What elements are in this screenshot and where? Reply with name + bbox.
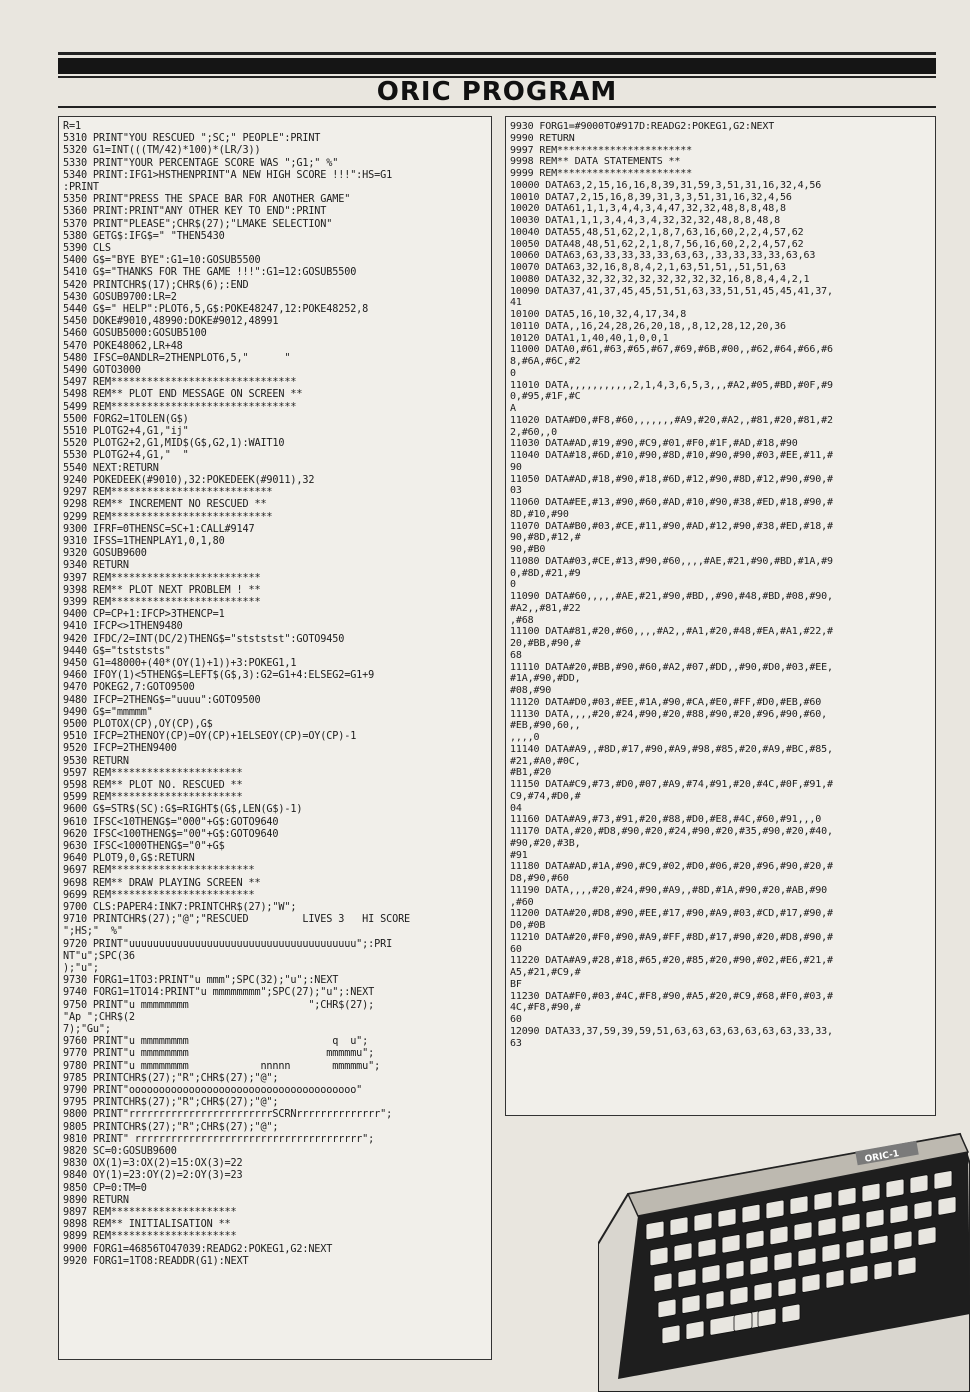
keyboard-key [686, 1321, 704, 1340]
code-line: 10120 DATA1,1,40,40,1,0,0,1 [510, 332, 669, 344]
code-line: 9697 REM************************ [63, 865, 255, 877]
code-line: 9620 IFSC<100THENG$="00"+G$:GOTO9640 [63, 828, 279, 840]
code-line: 11140 DATA#A9,,#8D,#17,#90,#A9,#98,#85,#20,#A9,#BC,#85, [510, 743, 833, 755]
code-line: 12090 DATA33,37,59,39,59,51,63,63,63,63,63,63,63,33,33, [510, 1025, 833, 1037]
code-line: 11150 DATA#C9,#73,#D0,#07,#A9,#74,#91,#20,#4C,#0F,#91,# [510, 779, 833, 790]
code-line: 10110 DATA,,16,24,28,26,20,18,,8,12,28,12,20,36 [510, 320, 786, 332]
code-line: 9520 IFCP=2THEN9400 [63, 743, 177, 755]
keyboard-key [650, 1247, 668, 1266]
code-line: 5330 PRINT"YOUR PERCENTAGE SCORE WAS ";G1;" %" [63, 157, 339, 169]
code-line: 9740 FORG1=1TO14:PRINT"u mmmmmmmm";SPC(27);"u";:NEXT [63, 987, 375, 999]
code-line: 5410 G$="THANKS FOR THE GAME !!!":G1=12:GOSUB5500 [63, 267, 357, 279]
code-line: 10010 DATA7,2,15,16,8,39,31,3,3,51,31,16,32,4,56 [510, 191, 792, 203]
keyboard-key [702, 1264, 720, 1283]
code-line: 9890 RETURN [63, 1194, 129, 1206]
code-line: 5360 PRINT:PRINT"ANY OTHER KEY TO END":PRINT [63, 206, 327, 218]
code-line: 11100 DATA#81,#20,#60,,,,#A2,,#A1,#20,#48,#EA,#A1,#22,# [510, 626, 833, 638]
code-line: 9420 IFDC/2=INT(DC/2)THENG$="stststst":GOTO9450 [63, 633, 345, 645]
code-line: 5450 DOKE#9010,48990:DOKE#9012,48991 [63, 316, 279, 328]
code-line: 9400 CP=CP+1:IFCP>3THENCP=1 [63, 609, 225, 621]
code-line: 11220 DATA#A9,#28,#18,#65,#20,#85,#20,#90,#02,#E6,#21,# [510, 955, 833, 967]
code-line: 9298 REM** INCREMENT NO RESCUED ** [63, 499, 267, 511]
code-line: #90,#20,#3B, [510, 837, 581, 849]
code-line: 11180 DATA#AD,#1A,#90,#C9,#02,#D0,#06,#20,#96,#90,#20,# [510, 861, 833, 873]
code-line: 9399 REM************************* [63, 596, 261, 608]
keyboard-key [846, 1239, 864, 1258]
keyboard-key [750, 1256, 768, 1275]
code-line: 9297 REM*************************** [63, 487, 273, 499]
keyboard-key [938, 1196, 956, 1215]
keyboard-key [838, 1187, 856, 1206]
code-line: 9720 PRINT"uuuuuuuuuuuuuuuuuuuuuuuuuuuuuuuuuuuuuu";:PRI [63, 938, 393, 950]
keyboard-key [866, 1209, 884, 1228]
code-line: 9897 REM********************* [63, 1207, 237, 1219]
code-line: 90,#8D,#12,# [510, 532, 581, 544]
code-line: 0 [510, 579, 516, 591]
code-line: #1A,#90,#DD, [510, 673, 581, 685]
code-line: 9530 RETURN [63, 755, 129, 767]
code-line: ";HS;" %" [63, 926, 123, 938]
code-line: A5,#21,#C9,# [510, 967, 581, 978]
code-line: 9785 PRINTCHR$(27);"R";CHR$(27);"@"; [63, 1072, 279, 1084]
code-line: 11000 DATA0,#61,#63,#65,#67,#69,#6B,#00,,#62,#64,#66,#6 [510, 344, 833, 356]
code-line: 10030 DATA1,1,1,3,4,4,3,4,32,32,32,48,8,8,48,8 [510, 215, 781, 226]
code-line: 9900 FORG1=46856TO47039:READG2:POKEG1,G2:NEXT [63, 1243, 333, 1255]
keyboard-key [914, 1201, 932, 1220]
code-line: 5370 PRINT"PLEASE";CHR$(27);"LMAKE SELECTION" [63, 218, 333, 230]
code-line: 8,#6A,#6C,#2 [510, 356, 581, 367]
code-line: 9470 POKEG2,7:GOTO9500 [63, 682, 195, 694]
code-line: NT"u";SPC(36 [63, 950, 135, 962]
code-line: 8D,#10,#90 [510, 508, 569, 520]
code-line: #21,#A0,#0C, [510, 755, 581, 767]
code-line: 5480 IFSC=0ANDLR=2THENPLOT6,5," " [63, 352, 291, 364]
keyboard-key [870, 1235, 888, 1254]
code-line: 9460 IFOY(1)<5THENG$=LEFT$(G$,3):G2=G1+4:ELSEG2=G1+9 [63, 670, 375, 682]
code-line: 9920 FORG1=1TO8:READDR(G1):NEXT [63, 1255, 249, 1267]
keyboard-key [782, 1304, 800, 1323]
code-line: BF [510, 978, 522, 990]
keyboard-key [874, 1261, 892, 1280]
code-line: 9898 REM** INITIALISATION ** [63, 1219, 231, 1231]
keyboard-key [898, 1257, 916, 1276]
code-line: 9490 G$="mmmmm" [63, 706, 153, 718]
code-line: 41 [510, 297, 522, 309]
code-line: 5460 GOSUB5000:GOSUB5100 [63, 328, 207, 340]
code-line: 9780 PRINT"u mmmmmmmm nnnnn mmmmmu"; [63, 1060, 381, 1072]
code-line: 9398 REM** PLOT NEXT PROBLEM ! ** [63, 584, 261, 596]
code-line: 5420 PRINTCHR$(17);CHR$(6);:END [63, 279, 249, 291]
keyboard-key [682, 1295, 700, 1314]
code-line: 5499 REM******************************* [63, 401, 297, 413]
code-line: 11210 DATA#20,#F0,#90,#A9,#FF,#8D,#17,#90,#20,#D8,#90,# [510, 931, 833, 943]
code-line: 9610 IFSC<10THENG$="000"+G$:GOTO9640 [63, 816, 279, 828]
code-line: 9598 REM** PLOT NO. RESCUED ** [63, 779, 243, 791]
code-line: 11010 DATA,,,,,,,,,,,2,1,4,3,6,5,3,,,#A2,#05,#BD,#0F,#9 [510, 379, 833, 391]
code-line: 10070 DATA63,32,16,8,8,4,2,1,63,51,51,,51,51,63 [510, 262, 786, 273]
code-line: 5400 G$="BYE BYE":G1=10:GOSUB5500 [63, 255, 261, 267]
code-line: 4C,#F8,#90,# [510, 1002, 581, 1014]
keyboard-key [698, 1238, 716, 1257]
code-line: 60 [510, 1014, 522, 1025]
oric-computer-illustration [598, 1124, 970, 1392]
keyboard-key [890, 1205, 908, 1224]
keyboard-key [798, 1248, 816, 1267]
code-line: 11070 DATA#B0,#03,#CE,#11,#90,#AD,#12,#90,#38,#ED,#18,# [510, 520, 833, 532]
code-line: 9450 G1=48000+(40*(OY(1)+1))+3:POKEG1,1 [63, 657, 297, 669]
code-line: #91 [510, 849, 528, 861]
code-line: 5500 FORG2=1TOLEN(G$) [63, 413, 189, 425]
code-line: 0,#95,#1F,#C [510, 391, 581, 403]
code-line: A [510, 403, 516, 414]
keyboard-key [730, 1286, 748, 1305]
code-line: 9410 IFCP<>1THEN9480 [63, 621, 183, 633]
keyboard-key [646, 1221, 664, 1240]
code-line: 5540 NEXT:RETURN [63, 462, 159, 474]
code-line: 9930 FORG1=#9000TO#917D:READG2:POKEG1,G2:NEXT [510, 121, 775, 132]
keyboard-key [818, 1217, 836, 1236]
code-line: 68 [510, 649, 522, 661]
code-line: 5340 PRINT:IFG1>HSTHENPRINT"A NEW HIGH SCORE !!!":HS=G1 [63, 169, 393, 181]
code-line: 9899 REM********************* [63, 1231, 237, 1243]
code-line: 10000 DATA63,2,15,16,16,8,39,31,59,3,51,31,16,32,4,56 [510, 179, 822, 191]
code-line: 10040 DATA55,48,51,62,2,1,8,7,63,16,60,2,2,4,57,62 [510, 226, 804, 238]
code-line: 5380 GETG$:IFG$=" "THEN5430 [63, 230, 225, 242]
keyboard-key [670, 1217, 688, 1236]
keyboard-key [822, 1243, 840, 1262]
code-line: 11080 DATA#03,#CE,#13,#90,#60,,,,#AE,#21,#90,#BD,#1A,#9 [510, 555, 833, 567]
code-line: 9997 REM*********************** [510, 144, 692, 156]
code-line: #EB,#90,60,, [510, 720, 581, 732]
keyboard-key [778, 1278, 796, 1297]
code-line: 9599 REM********************** [63, 792, 243, 804]
code-line: ,#60 [510, 896, 534, 908]
keyboard-key [850, 1265, 868, 1284]
code-line: 11050 DATA#AD,#18,#90,#18,#6D,#12,#90,#8D,#12,#90,#90,# [510, 473, 833, 485]
code-line: 9999 REM*********************** [510, 168, 692, 179]
code-line: 10100 DATA5,16,10,32,4,17,34,8 [510, 309, 687, 320]
code-line: 90,#B0 [510, 544, 546, 555]
code-line: 11130 DATA,,,,#20,#24,#90,#20,#88,#90,#20,#96,#90,#60, [510, 708, 828, 720]
code-line: 20,#BB,#90,# [510, 638, 581, 649]
keyboard-key [910, 1175, 928, 1194]
keyboard-key [658, 1299, 676, 1318]
keyboard-key [678, 1269, 696, 1288]
code-line: 10080 DATA32,32,32,32,32,32,32,32,32,16,8,8,4,4,2,1 [510, 273, 810, 285]
code-line: 11060 DATA#EE,#13,#90,#60,#AD,#10,#90,#38,#ED,#18,#90,# [510, 497, 833, 508]
code-line: 5440 G$=" HELP":PLOT6,5,G$:POKE48247,12:POKE48252,8 [63, 304, 369, 316]
code-line: 9320 GOSUB9600 [63, 548, 147, 560]
keyboard-key [794, 1222, 812, 1241]
code-line: 5350 PRINT"PRESS THE SPACE BAR FOR ANOTHER GAME" [63, 194, 351, 206]
code-line: 9510 IFCP=2THENOY(CP)=OY(CP)+1ELSEOY(CP)=OY(CP)-1 [63, 731, 357, 743]
code-line: 03 [510, 485, 522, 497]
keyboard-key [718, 1208, 736, 1227]
code-line: 9770 PRINT"u mmmmmmmm mmmmmu"; [63, 1048, 375, 1060]
keyboard-key [862, 1183, 880, 1202]
code-line: 9597 REM********************** [63, 767, 243, 779]
code-line: 11170 DATA,#20,#D8,#90,#20,#24,#90,#20,#35,#90,#20,#40, [510, 826, 833, 837]
code-line: 60 [510, 943, 522, 955]
code-line: 10050 DATA48,48,51,62,2,1,8,7,56,16,60,2,2,4,57,62 [510, 238, 804, 250]
keyboard-key [894, 1231, 912, 1250]
code-line: 9600 G$=STR$(SC):G$=RIGHT$(G$,LEN(G$)-1) [63, 804, 303, 816]
code-line: 90 [510, 461, 522, 473]
code-line: 5530 PLOTG2+4,G1," " [63, 450, 189, 462]
code-line: 2,#60,,0 [510, 426, 557, 438]
code-line: 11040 DATA#18,#6D,#10,#90,#8D,#10,#90,#90,#03,#EE,#11,# [510, 450, 833, 461]
keyboard-key [654, 1273, 672, 1292]
code-line: 5520 PLOTG2+2,G1,MID$(G$,G2,1):WAIT10 [63, 438, 285, 450]
code-line: 11120 DATA#D0,#03,#EE,#1A,#90,#CA,#E0,#FF,#D0,#EB,#60 [510, 696, 822, 708]
keyboard-key [802, 1274, 820, 1293]
keyboard-key [734, 1312, 752, 1331]
code-line: 9830 OX(1)=3:OX(2)=15:OX(3)=22 [63, 1158, 243, 1170]
keyboard-key [742, 1204, 760, 1223]
keyboard-key [694, 1212, 712, 1231]
keyboard-key [754, 1282, 772, 1301]
code-line: 9500 PLOTOX(CP),OY(CP),G$ [63, 718, 213, 730]
code-line: 9700 CLS:PAPER4:INK7:PRINTCHR$(27);"W"; [63, 902, 297, 913]
code-line: 11110 DATA#20,#BB,#90,#60,#A2,#07,#DD,,#90,#D0,#03,#EE, [510, 661, 833, 673]
code-line: 11230 DATA#F0,#03,#4C,#F8,#90,#A5,#20,#C9,#68,#F0,#03,# [510, 990, 833, 1002]
code-line: 9440 G$="tstststs" [63, 645, 171, 657]
code-line: 9795 PRINTCHR$(27);"R";CHR$(27);"@"; [63, 1097, 279, 1109]
keyboard-key [826, 1269, 844, 1288]
code-line: 10060 DATA63,63,33,33,33,33,63,63,,33,33,33,33,63,63 [510, 250, 816, 262]
code-line: 9850 CP=0:TM=0 [63, 1182, 147, 1194]
code-line: D0,#0B [510, 920, 546, 931]
keyboard-key [790, 1196, 808, 1215]
code-line: 11200 DATA#20,#D8,#90,#EE,#17,#90,#A9,#03,#CD,#17,#90,# [510, 908, 833, 920]
code-line: 11090 DATA#60,,,,,#AE,#21,#90,#BD,,#90,#48,#BD,#08,#90, [510, 591, 833, 602]
header-black-bar [58, 58, 936, 74]
keyboard-key [758, 1308, 776, 1327]
code-line: 9800 PRINT"rrrrrrrrrrrrrrrrrrrrrrrrSCRNrrrrrrrrrrrrrr"; [63, 1109, 393, 1121]
code-line: #B1,#20 [510, 767, 552, 779]
code-line: 9640 PLOT9,0,G$:RETURN [63, 853, 195, 865]
code-line: 5390 CLS [63, 243, 111, 255]
code-line: 9820 SC=0:GOSUB9600 [63, 1146, 177, 1158]
code-line: #08,#90 [510, 685, 552, 696]
code-line: 63 [510, 1037, 522, 1049]
code-line: 11030 DATA#AD,#19,#90,#C9,#01,#F0,#1F,#AD,#18,#90 [510, 438, 798, 450]
code-line: 9240 POKEDEEK(#9010),32:POKEDEEK(#9011),32 [63, 474, 315, 486]
code-line: 9998 REM** DATA STATEMENTS ** [510, 156, 681, 168]
keyboard-key [886, 1179, 904, 1198]
code-line: 5490 GOTO3000 [63, 365, 141, 377]
code-line: );"u"; [63, 963, 99, 975]
code-line: 9810 PRINT" rrrrrrrrrrrrrrrrrrrrrrrrrrrrrrrrrrrrrr"; [63, 1133, 375, 1145]
code-line: 9310 IFSS=1THENPLAY1,0,1,80 [63, 535, 225, 547]
keyboard-key [674, 1243, 692, 1262]
header-title-box [58, 76, 936, 108]
code-line: 5310 PRINT"YOU RESCUED ";SC;" PEOPLE":PRINT [63, 133, 321, 145]
code-line: 9750 PRINT"u mmmmmmmm ";CHR$(27); [63, 999, 375, 1011]
page-title: ORIC PROGRAM [376, 77, 618, 107]
code-line: 9480 IFCP=2THENG$="uuuu":GOTO9500 [63, 694, 261, 706]
code-line: 10020 DATA61,1,1,3,4,4,3,4,47,32,32,48,8,8,48,8 [510, 203, 786, 215]
code-line: 0 [510, 367, 516, 379]
code-line: :PRINT [63, 182, 99, 194]
code-line: 11020 DATA#D0,#F8,#60,,,,,,,#A9,#20,#A2,,#81,#20,#81,#2 [510, 414, 833, 426]
code-line: 9299 REM*************************** [63, 511, 273, 523]
code-line: C9,#74,#D0,# [510, 790, 581, 802]
keyboard-key [706, 1290, 724, 1309]
keyboard-key [814, 1191, 832, 1210]
left-listing-column [58, 116, 492, 1360]
code-line: 9990 RETURN [510, 132, 575, 144]
keyboard-key [842, 1213, 860, 1232]
oric-badge-text: ORIC-1 [864, 1148, 900, 1165]
code-line: 9840 OY(1)=23:OY(2)=2:OY(3)=23 [63, 1170, 243, 1182]
code-line: 5497 REM******************************* [63, 377, 297, 389]
keyboard-key [722, 1234, 740, 1253]
right-listing-column [505, 116, 936, 1116]
keyboard-key [918, 1227, 936, 1246]
code-line: 5430 GOSUB9700:LR=2 [63, 291, 177, 303]
code-line: "Ap ";CHR$(2 [63, 1011, 135, 1023]
top-rule [58, 52, 936, 55]
code-line: 9300 IFRF=0THENSC=SC+1:CALL#9147 [63, 523, 255, 535]
keyboard-key [770, 1226, 788, 1245]
code-line: D8,#90,#60 [510, 873, 569, 884]
code-line: 5470 POKE48062,LR+48 [63, 340, 183, 352]
code-line: 9790 PRINT"oooooooooooooooooooooooooooooooooooooo" [63, 1085, 363, 1097]
code-line: 0,#8D,#21,#9 [510, 567, 581, 579]
code-line: ,,,,0 [510, 732, 540, 743]
code-line: 9630 IFSC<1000THENG$="0"+G$ [63, 840, 225, 852]
code-line: 04 [510, 802, 522, 814]
code-line: 5510 PLOTG2+4,G1,"ij" [63, 426, 189, 438]
keyboard-key [934, 1170, 952, 1189]
code-line: 9698 REM** DRAW PLAYING SCREEN ** [63, 877, 261, 889]
code-line: 11160 DATA#A9,#73,#91,#20,#88,#D0,#E8,#4C,#60,#91,,,0 [510, 814, 822, 826]
code-line: ,#68 [510, 614, 534, 626]
code-line: 9699 REM************************ [63, 889, 255, 901]
code-line: 9730 FORG1=1TO3:PRINT"u mmm";SPC(32);"u";:NEXT [63, 975, 339, 987]
code-line: R=1 [63, 121, 81, 132]
keyboard-key [662, 1325, 680, 1344]
code-line: 5498 REM** PLOT END MESSAGE ON SCREEN ** [63, 389, 303, 401]
keyboard-key [774, 1252, 792, 1271]
code-line: 9760 PRINT"u mmmmmmmm q u"; [63, 1036, 369, 1048]
code-line: 9710 PRINTCHR$(27);"@";"RESCUED LIVES 3 HI SCORE [63, 914, 411, 926]
keyboard-key [766, 1200, 784, 1219]
code-line: #A2,,#81,#22 [510, 602, 581, 614]
code-line: 9397 REM************************* [63, 572, 261, 584]
code-line: 9805 PRINTCHR$(27);"R";CHR$(27);"@"; [63, 1121, 279, 1133]
code-line: 11190 DATA,,,,#20,#24,#90,#A9,,#8D,#1A,#90,#20,#AB,#90 [510, 884, 828, 896]
code-line: 10090 DATA37,41,37,45,45,51,51,63,33,51,51,45,45,41,37, [510, 285, 833, 297]
code-line: 9340 RETURN [63, 560, 129, 572]
code-line: 7);"Gu"; [63, 1024, 111, 1036]
code-line: 5320 G1=INT(((TM/42)*100)*(LR/3)) [63, 145, 261, 157]
keyboard-key [726, 1260, 744, 1279]
keyboard-key [746, 1230, 764, 1249]
